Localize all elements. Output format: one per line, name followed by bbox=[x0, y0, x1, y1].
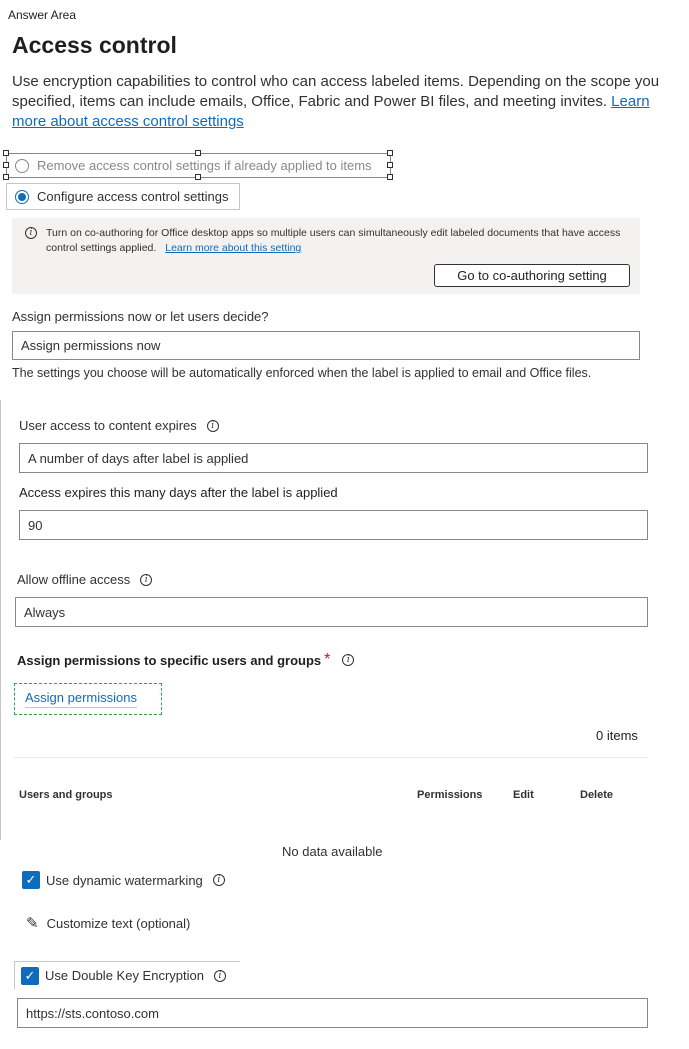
no-data-message: No data available bbox=[282, 844, 383, 859]
dke-url-input[interactable] bbox=[17, 998, 648, 1028]
info-icon[interactable]: i bbox=[342, 654, 354, 666]
column-delete[interactable]: Delete bbox=[580, 789, 614, 801]
info-icon[interactable]: i bbox=[140, 574, 152, 586]
expiry-days-input[interactable] bbox=[19, 510, 648, 540]
dke-url-value: https://sts.contoso.com bbox=[26, 1005, 159, 1021]
assign-mode-label: Assign permissions now or let users decide? bbox=[12, 309, 269, 324]
offline-label-row bbox=[17, 572, 152, 587]
answer-area-label: Answer Area bbox=[8, 8, 77, 22]
resize-handle bbox=[3, 174, 9, 180]
expiry-value: A number of days after label is applied bbox=[28, 450, 249, 466]
dynamic-watermark-row[interactable] bbox=[22, 871, 225, 889]
resize-handle bbox=[195, 174, 201, 180]
double-key-encryption-row[interactable] bbox=[14, 961, 240, 989]
radio-configure-label: Configure access control settings bbox=[37, 189, 229, 204]
permissions-label-row bbox=[17, 651, 354, 669]
radio-circle-remove[interactable] bbox=[15, 159, 29, 173]
radio-circle-configure[interactable] bbox=[15, 190, 29, 204]
radio-remove-access-control[interactable] bbox=[6, 153, 391, 178]
assign-mode-value: Assign permissions now bbox=[21, 338, 161, 353]
page-title: Access control bbox=[12, 32, 177, 58]
pencil-icon: ✎ bbox=[26, 915, 39, 932]
customize-text-label: Customize text (optional) bbox=[46, 915, 191, 931]
offline-access-dropdown[interactable] bbox=[15, 597, 648, 627]
expiry-days-value: 90 bbox=[28, 517, 43, 533]
offline-label: Allow offline access bbox=[17, 572, 131, 587]
info-icon[interactable]: i bbox=[213, 874, 225, 886]
resize-handle bbox=[387, 174, 393, 180]
info-icon: i bbox=[25, 227, 37, 239]
coauthoring-info-text bbox=[46, 226, 626, 256]
intro-text: Use encryption capabilities to control who can access labeled items. Depending on the scope you specified, items can include emails, Office, Fabric and Power BI files, and meeting invites. bbox=[12, 73, 660, 110]
table-divider bbox=[14, 757, 648, 758]
dynamic-watermark-label: Use dynamic watermarking bbox=[46, 872, 203, 888]
expiry-days-label: Access expires this many days after the label is applied bbox=[19, 485, 338, 500]
resize-handle bbox=[3, 150, 9, 156]
required-marker: * bbox=[324, 651, 331, 668]
learn-more-setting-link[interactable]: Learn more about this setting bbox=[165, 242, 302, 254]
column-users-and-groups[interactable]: Users and groups bbox=[19, 789, 113, 801]
go-to-coauthoring-button[interactable]: Go to co-authoring setting bbox=[434, 264, 630, 287]
column-permissions[interactable]: Permissions bbox=[417, 789, 483, 801]
assign-mode-dropdown[interactable] bbox=[12, 331, 640, 360]
permissions-label: Assign permissions to specific users and groups bbox=[17, 652, 322, 668]
checkmark-icon[interactable]: ✓ bbox=[22, 871, 40, 889]
resize-handle bbox=[195, 150, 201, 156]
info-icon[interactable]: i bbox=[214, 970, 226, 982]
customize-text-link[interactable] bbox=[26, 914, 190, 932]
items-count: 0 items bbox=[596, 728, 638, 743]
learn-more-access-control-link[interactable]: Learn more about access control settings bbox=[12, 93, 650, 130]
coauthoring-description: Turn on co-authoring for Office desktop apps so multiple users can simultaneously edit labeled documents that have access control settings applied. bbox=[46, 227, 621, 254]
expiry-dropdown[interactable] bbox=[19, 443, 648, 473]
checkmark-icon[interactable]: ✓ bbox=[21, 967, 39, 985]
coauthoring-info-box bbox=[12, 218, 640, 294]
info-icon[interactable]: i bbox=[207, 420, 219, 432]
expiry-label-row bbox=[19, 418, 219, 433]
double-key-encryption-label: Use Double Key Encryption bbox=[45, 968, 204, 983]
offline-value: Always bbox=[24, 604, 66, 620]
expiry-label: User access to content expires bbox=[19, 418, 197, 433]
assign-permissions-label: Assign permissions bbox=[25, 690, 137, 708]
resize-handle bbox=[387, 150, 393, 156]
intro-paragraph bbox=[12, 72, 662, 132]
assign-mode-help-text: The settings you choose will be automatically enforced when the label is applied to email and Office files. bbox=[12, 366, 592, 380]
resize-handle bbox=[387, 162, 393, 168]
radio-configure-access-control[interactable] bbox=[6, 183, 240, 210]
column-edit[interactable]: Edit bbox=[513, 789, 534, 801]
resize-handle bbox=[3, 162, 9, 168]
radio-remove-label: Remove access control settings if already applied to items bbox=[37, 158, 372, 173]
assign-permissions-button[interactable] bbox=[14, 683, 162, 715]
section-divider bbox=[0, 400, 1, 840]
